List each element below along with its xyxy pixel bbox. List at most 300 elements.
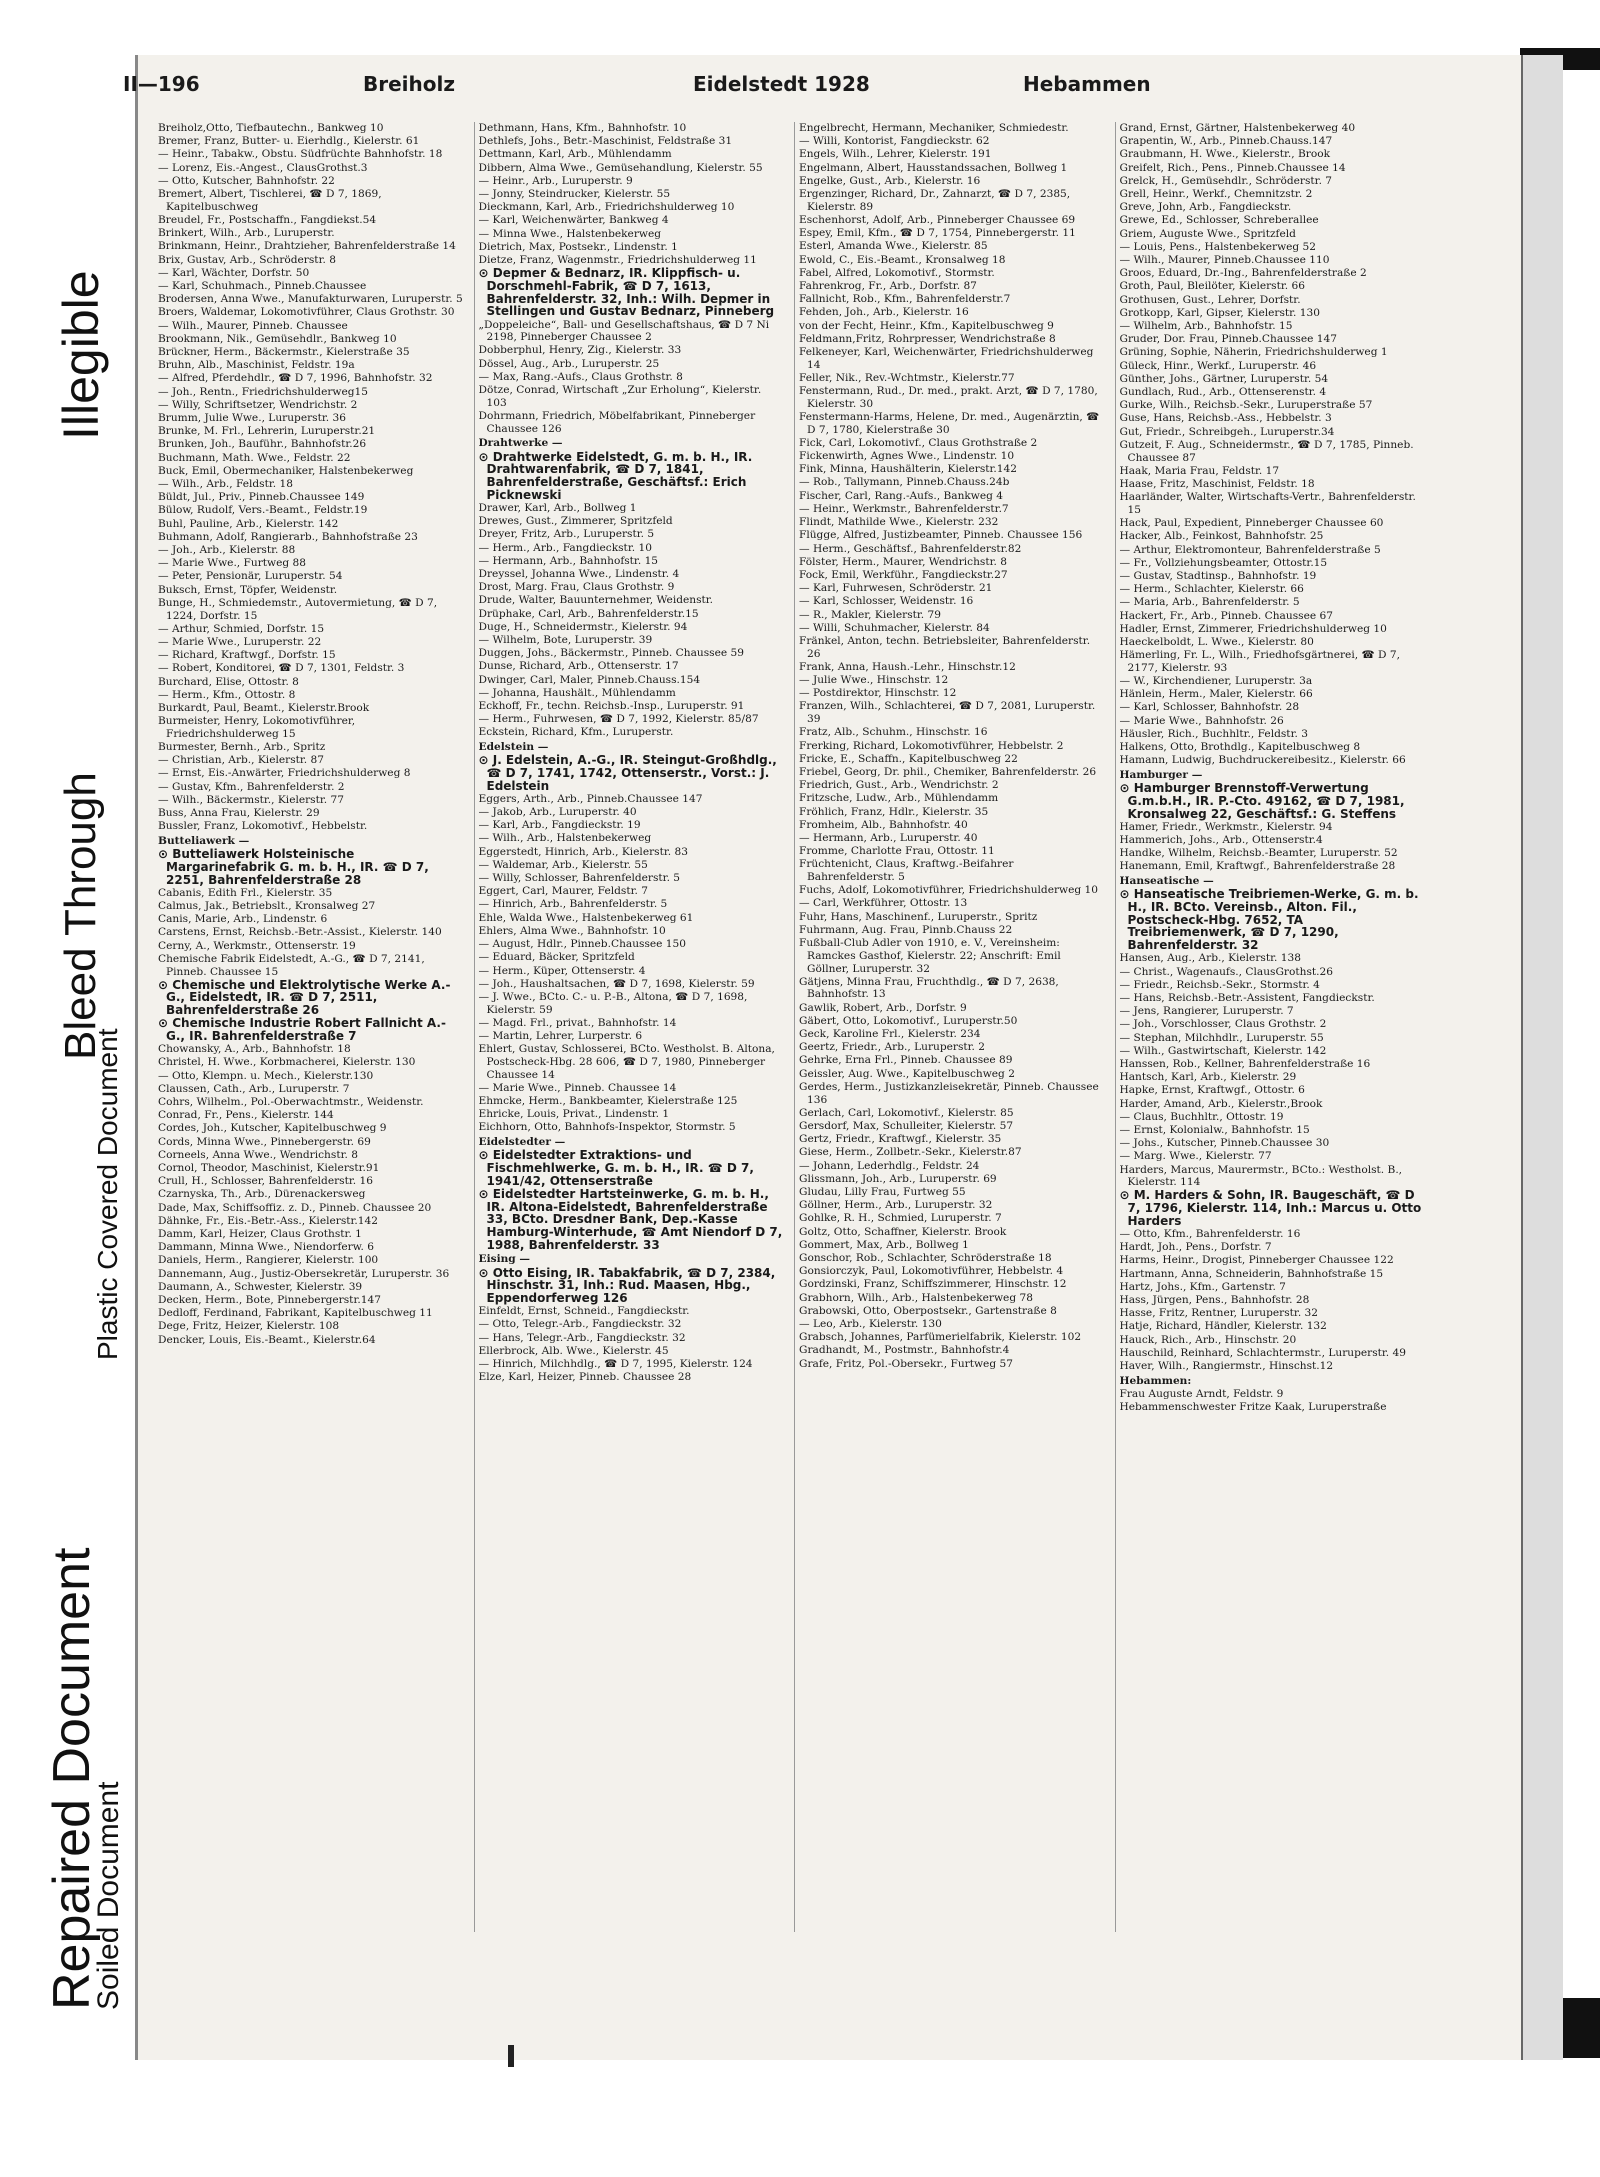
- directory-entry: Hanemann, Emil, Kraftwgf., Bahrenfelderstraße 28: [1119, 860, 1396, 873]
- directory-entry: — Otto, Klempn. u. Mech., Kielerstr.130: [158, 1069, 374, 1082]
- directory-entry: Drewes, Gust., Zimmerer, Spritzfeld: [478, 515, 673, 528]
- directory-entry: Gertz, Friedr., Kraftwgf., Kielerstr. 35: [799, 1133, 1002, 1146]
- directory-entry: Engelmann, Albert, Hausstandssachen, Bollweg 1: [799, 161, 1068, 174]
- directory-entry: Franzen, Wilh., Schlachterei, ☎ D 7, 2081, Luruperstr. 39: [799, 700, 1096, 726]
- directory-entry: Butteliawerk —: [158, 834, 250, 847]
- directory-entry: Dähnke, Fr., Eis.-Betr.-Ass., Kielerstr.142: [158, 1214, 378, 1227]
- directory-entry: — Hans, Telegr.-Arb., Fangdieckstr. 32: [478, 1331, 686, 1344]
- directory-entry: — Marie Wwe., Bahnhofstr. 26: [1119, 714, 1284, 727]
- directory-entry: Fabel, Alfred, Lokomotivf., Stormstr.: [799, 266, 995, 279]
- directory-entry: Eckhoff, Fr., techn. Reichsb.-Insp., Luruperstr. 91: [478, 699, 745, 712]
- directory-entry: Fußball-Club Adler von 1910, e. V., Vereinsheim: Ramckes Gasthof, Kielerstr. 22; Anschrift: Emil Göllner, Luruperstr. 32: [799, 937, 1061, 975]
- directory-entry: Eggers, Arth., Arb., Pinneb.Chaussee 147: [478, 792, 703, 805]
- directory-entry: — Joh., Rentn., Friedrichshulderweg15: [158, 385, 369, 398]
- directory-entry: Einfeldt, Ernst, Schneid., Fangdieckstr.: [478, 1305, 690, 1318]
- directory-entry: — Hermann, Arb., Luruperstr. 40: [799, 831, 978, 844]
- directory-entry: — Louis, Pens., Halstenbekerweg 52: [1119, 240, 1317, 253]
- directory-entry: Ewold, C., Eis.-Beamt., Kronsalweg 18: [799, 253, 1006, 266]
- directory-entry: — Max, Rang.-Aufs., Claus Grothstr. 8: [478, 370, 683, 383]
- directory-entry: — Minna Wwe., Halstenbekerweg: [478, 227, 662, 240]
- directory-entry: Hauck, Rich., Arb., Hinschstr. 20: [1119, 1333, 1297, 1346]
- directory-entry: Griem, Auguste Wwe., Spritzfeld: [1119, 227, 1296, 240]
- directory-entry: Brückner, Herm., Bäckermstr., Kielerstraße 35: [158, 345, 410, 358]
- directory-entry: Frau Auguste Arndt, Feldstr. 9: [1119, 1388, 1284, 1400]
- directory-entry: — Gustav, Kfm., Bahrenfelderstr. 2: [158, 780, 345, 793]
- directory-entry: Hasse, Fritz, Rentner, Luruperstr. 32: [1119, 1307, 1319, 1320]
- directory-entry: Carstens, Ernst, Reichsb.-Betr.-Assist., Kielerstr. 140: [158, 926, 442, 939]
- directory-entry: Grabsch, Johannes, Parfümerielfabrik, Kielerstr. 102: [799, 1331, 1082, 1344]
- directory-entry: Hardt, Joh., Pens., Dorfstr. 7: [1119, 1241, 1272, 1254]
- directory-entry: — Waldemar, Arb., Kielerstr. 55: [478, 858, 648, 871]
- directory-entry: ⊙ Chemische und Elektrolytische Werke A.-G., Eidelstedt, IR. ☎ D 7, 2511, Bahrenfelderstraße 26: [158, 977, 451, 1018]
- directory-entry: Grapentin, W., Arb., Pinneb.Chauss.147: [1119, 135, 1333, 148]
- directory-entry: Brinkert, Wilh., Arb., Luruperstr.: [158, 227, 335, 240]
- directory-entry: ⊙ M. Harders & Sohn, IR. Baugeschäft, ☎ D 7, 1796, Kielerstr. 114, Inh.: Marcus u. Otto Harders: [1119, 1188, 1422, 1228]
- directory-entry: — Herm., Kfm., Ottostr. 8: [158, 688, 296, 701]
- directory-entry: Elze, Karl, Heizer, Pinneb. Chaussee 28: [478, 1371, 692, 1384]
- directory-entry: — Peter, Pensionär, Luruperstr. 54: [158, 570, 343, 583]
- directory-entry: Handke, Wilhelm, Reichsb.-Beamter, Luruperstr. 52: [1119, 847, 1398, 860]
- directory-entry: Felkeneyer, Karl, Weichenwärter, Friedrichshulderweg 14: [799, 345, 1094, 371]
- directory-entry: Frerking, Richard, Lokomotivführer, Hebbelstr. 2: [799, 739, 1064, 752]
- directory-entry: — W., Kirchendiener, Luruperstr. 3a: [1119, 675, 1313, 688]
- directory-entry: Ehmcke, Herm., Bankbeamter, Kielerstraße 125: [478, 1095, 738, 1108]
- directory-entry: — Otto, Kutscher, Bahnhofstr. 22: [158, 174, 335, 187]
- directory-entry: Hebammen:: [1119, 1374, 1192, 1387]
- directory-entry: — Carl, Werkführer, Ottostr. 13: [799, 897, 968, 910]
- directory-entry: Cornol, Theodor, Maschinist, Kielerstr.91: [158, 1162, 380, 1175]
- directory-entry: — Hinrich, Milchhdlg., ☎ D 7, 1995, Kielerstr. 124: [478, 1358, 753, 1371]
- directory-entry: Hanseatische —: [1119, 875, 1214, 888]
- column-4: [1115, 122, 1426, 1932]
- directory-entry: Fritzsche, Ludw., Arb., Mühlendamm: [799, 792, 999, 805]
- directory-entry: — Rob., Tallymann, Pinneb.Chauss.24b: [799, 476, 1010, 489]
- directory-entry: — Claus, Buchhltr., Ottostr. 19: [1119, 1110, 1284, 1123]
- directory-entry: Dwinger, Carl, Maler, Pinneb.Chauss.154: [478, 673, 701, 686]
- directory-entry: Hänlein, Herm., Maler, Kielerstr. 66: [1119, 688, 1313, 701]
- directory-entry: Feldmann,Fritz, Rohrpresser, Wendrichstraße 8: [799, 332, 1056, 345]
- directory-entry: Ehlert, Gustav, Schlosserei, BCto. Westholst. B. Altona, Postscheck-Hbg. 28 606, ☎ D 7, 1980, Pinneberger Chaussee 14: [478, 1043, 775, 1081]
- directory-entry: Gawlik, Robert, Arb., Dorfstr. 9: [799, 1001, 967, 1014]
- directory-entry: Burmeister, Henry, Lokomotivführer, Friedrichshulderweg 15: [158, 715, 356, 740]
- directory-entry: Bussler, Franz, Lokomotivf., Hebbelstr.: [158, 820, 368, 833]
- directory-entry: Brodersen, Anna Wwe., Manufakturwaren, Luruperstr. 5: [158, 293, 463, 306]
- directory-entry: ⊙ Hanseatische Treibriemen-Werke, G. m. b. H., IR. BCto. Vereinsb., Alton. Fil., Postscheck-Hbg. 7652, TA Treibriemenwerk, ☎ D 7, 1290, Bahrenfelderstr. 32: [1119, 887, 1419, 953]
- directory-entry: — Robert, Konditorei, ☎ D 7, 1301, Feldstr. 3: [158, 662, 405, 675]
- directory-entry: Burmester, Bernh., Arb., Spritz: [158, 741, 326, 754]
- directory-entry: Büldt, Jul., Priv., Pinneb.Chaussee 149: [158, 491, 365, 504]
- directory-entry: — Hermann, Arb., Bahnhofstr. 15: [478, 554, 659, 567]
- directory-entry: — Herm., Schlachter, Kielerstr. 66: [1119, 583, 1304, 596]
- directory-entry: — Karl, Arb., Fangdieckstr. 19: [478, 819, 641, 832]
- directory-entry: — Hans, Reichsb.-Betr.-Assistent, Fangdieckstr.: [1119, 991, 1375, 1004]
- directory-entry: Güleck, Hinr., Werkf., Luruperstr. 46: [1119, 359, 1317, 372]
- directory-entry: Guse, Hans, Reichsb.-Ass., Hebbelstr. 3: [1119, 412, 1332, 425]
- header-left-word: Breiholz: [363, 72, 456, 96]
- directory-entry: von der Fecht, Heinr., Kfm., Kapitelbuschweg 9: [799, 319, 1054, 332]
- directory-entry: Buhmann, Adolf, Rangierarb., Bahnhofstraße 23: [158, 530, 418, 543]
- directory-entry: — Heinr., Arb., Luruperstr. 9: [478, 174, 633, 187]
- directory-entry: Haak, Maria Frau, Feldstr. 17: [1119, 464, 1280, 477]
- directory-entry: Duge, H., Schneidermstr., Kielerstr. 94: [478, 620, 688, 633]
- directory-entry: Graubmann, H. Wwe., Kielerstr., Brook: [1119, 148, 1331, 161]
- directory-entry: — Friedr., Reichsb.-Sekr., Stormstr. 4: [1119, 978, 1320, 991]
- directory-entry: — Wilh., Arb., Halstenbekerweg: [478, 832, 652, 845]
- directory-entry: Ehlers, Alma Wwe., Bahnhofstr. 10: [478, 924, 666, 937]
- directory-entry: Friebel, Georg, Dr. phil., Chemiker, Bahrenfelderstr. 26: [799, 765, 1097, 778]
- directory-entry: — R., Makler, Kielerstr. 79: [799, 608, 942, 621]
- directory-entry: Drawer, Karl, Arb., Bollweg 1: [478, 501, 637, 514]
- directory-entry: Eckstein, Richard, Kfm., Luruperstr.: [478, 726, 674, 739]
- directory-entry: — Wilhelm, Arb., Bahnhofstr. 15: [1119, 320, 1293, 333]
- directory-entry: Brunke, M. Frl., Lehrerin, Luruperstr.21: [158, 425, 376, 438]
- directory-entry: Fick, Carl, Lokomotivf., Claus Grothstraße 2: [799, 436, 1038, 449]
- directory-entry: — Heinr., Tabakw., Obstu. Südfrüchte Bahnhofstr. 18: [158, 148, 443, 161]
- directory-entry: Dobberphul, Henry, Zig., Kielerstr. 33: [478, 344, 682, 357]
- directory-entry: Bülow, Rudolf, Vers.-Beamt., Feldstr.19: [158, 504, 368, 517]
- directory-entry: Grand, Ernst, Gärtner, Halstenbekerweg 40: [1119, 122, 1356, 134]
- directory-entry: Bunge, H., Schmiedemstr., Autovermietung, ☎ D 7, 1224, Dorfstr. 15: [158, 596, 438, 622]
- directory-entry: Brix, Gustav, Arb., Schröderstr. 8: [158, 253, 336, 266]
- directory-entry: Gradhandt, M., Postmstr., Bahnhofstr.4: [799, 1344, 1010, 1357]
- directory-entry: Hamburger —: [1119, 768, 1203, 781]
- directory-entry: Brunken, Joh., Bauführ., Bahnhofstr.26: [158, 438, 367, 451]
- directory-entry: Burkardt, Paul, Beamt., Kielerstr.Brook: [158, 701, 370, 714]
- directory-entry: „Doppeleiche“, Ball- und Gesellschaftshaus, ☎ D 7 Ni 2198, Pinneberger Chaussee 2: [478, 318, 770, 344]
- directory-entry: Gruder, Dor. Frau, Pinneb.Chaussee 147: [1119, 333, 1337, 346]
- directory-entry: Dade, Max, Schiffsoffiz. z. D., Pinneb. Chaussee 20: [158, 1201, 432, 1214]
- directory-entry: Buksch, Ernst, Töpfer, Weidenstr.: [158, 583, 338, 596]
- directory-entry: Haeckelboldt, L. Wwe., Kielerstr. 80: [1119, 635, 1314, 648]
- directory-entry: Hämerling, Fr. L., Wilh., Friedhofsgärtnerei, ☎ D 7, 2177, Kielerstr. 93: [1119, 649, 1400, 674]
- directory-entry: ⊙ Eidelstedter Extraktions- und Fischmehlwerke, G. m. b. H., IR. ☎ D 7, 1941/42, Ottenserstraße: [478, 1148, 754, 1188]
- directory-entry: Esterl, Amanda Wwe., Kielerstr. 85: [799, 240, 988, 253]
- directory-entry: ⊙ J. Edelstein, A.-G., IR. Steingut-Großhdlg., ☎ D 7, 1741, 1742, Ottenserstr., Vorst.: J. Edelstein: [478, 753, 777, 793]
- directory-entry: Dammann, Minna Wwe., Niendorferw. 6: [158, 1241, 375, 1254]
- directory-entry: — Willi, Schuhmacher, Kielerstr. 84: [799, 621, 990, 634]
- header-right-word: Hebammen: [1023, 72, 1151, 96]
- directory-entry: — Joh., Arb., Kielerstr. 88: [158, 544, 296, 556]
- directory-entry: Fromheim, Alb., Bahnhofstr. 40: [799, 818, 968, 831]
- label-bleed-through: Bleed Through: [56, 772, 105, 1060]
- directory-entry: Geertz, Friedr., Arb., Luruperstr. 2: [799, 1041, 986, 1054]
- directory-entry: Daniels, Herm., Rangierer, Kielerstr. 100: [158, 1254, 379, 1267]
- directory-entry: — Marie Wwe., Luruperstr. 22: [158, 635, 322, 648]
- directory-entry: Daumann, A., Schwester, Kielerstr. 39: [158, 1280, 363, 1293]
- directory-entry: Fuchs, Adolf, Lokomotivführer, Friedrichshulderweg 10: [799, 884, 1098, 897]
- directory-entry: Eggert, Carl, Maurer, Feldstr. 7: [478, 885, 648, 898]
- directory-entry: — Richard, Kraftwgf., Dorfstr. 15: [158, 649, 336, 662]
- directory-entry: Grabowski, Otto, Oberpostsekr., Gartenstraße 8: [799, 1304, 1057, 1317]
- directory-entry: — Wilh., Maurer, Pinneb. Chaussee: [158, 319, 348, 332]
- directory-entry: Espey, Emil, Kfm., ☎ D 7, 1754, Pinnebergerstr. 11: [799, 227, 1076, 240]
- directory-entry: Brookmann, Nik., Gemüsehdlr., Bankweg 10: [158, 332, 397, 345]
- directory-entry: — Karl, Schlosser, Weidenstr. 16: [799, 595, 974, 608]
- directory-entry: Gludau, Lilly Frau, Furtweg 55: [799, 1185, 966, 1198]
- directory-entry: — Ernst, Kolonialw., Bahnhofstr. 15: [1119, 1123, 1310, 1136]
- directory-entry: — Willy, Schlosser, Bahrenfelderstr. 5: [478, 872, 681, 885]
- directory-columns: [158, 122, 1425, 1932]
- directory-entry: — Jens, Rangierer, Luruperstr. 7: [1119, 1005, 1294, 1018]
- directory-entry: Gutzeit, F. Aug., Schneidermstr., ☎ D 7, 1785, Pinneb. Chaussee 87: [1119, 438, 1414, 464]
- directory-entry: Dötze, Conrad, Wirtschaft „Zur Erholung“, Kielerstr. 103: [478, 384, 762, 409]
- directory-entry: Cabanis, Edith Frl., Kielerstr. 35: [158, 886, 333, 899]
- directory-entry: Flindt, Mathilde Wwe., Kielerstr. 232: [799, 516, 999, 529]
- directory-entry: Breiholz,Otto, Tiefbautechn., Bankweg 10: [158, 122, 384, 134]
- directory-entry: Groos, Eduard, Dr.-Ing., Bahrenfelderstraße 2: [1119, 267, 1367, 280]
- directory-entry: Damm, Karl, Heizer, Claus Grothstr. 1: [158, 1228, 362, 1241]
- directory-entry: Crull, H., Schlosser, Bahrenfelderstr. 16: [158, 1175, 373, 1188]
- directory-entry: — Wilhelm, Bote, Luruperstr. 39: [478, 633, 653, 646]
- directory-entry: — Otto, Kfm., Bahrenfelderstr. 16: [1119, 1228, 1301, 1241]
- directory-entry: Decken, Herm., Bote, Pinnebergerstr.147: [158, 1294, 381, 1307]
- directory-entry: Ellerbrock, Alb. Wwe., Kielerstr. 45: [478, 1344, 669, 1357]
- directory-entry: Dencker, Louis, Eis.-Beamt., Kielerstr.64: [158, 1333, 376, 1346]
- directory-entry: — Johanna, Haushält., Mühlendamm: [478, 686, 676, 699]
- directory-entry: Conrad, Fr., Pens., Kielerstr. 144: [158, 1109, 334, 1122]
- directory-entry: Glissmann, Joh., Arb., Luruperstr. 69: [799, 1172, 997, 1185]
- directory-entry: — Herm., Arb., Fangdieckstr. 10: [478, 541, 652, 554]
- directory-entry: Dreyssel, Johanna Wwe., Lindenstr. 4: [478, 567, 680, 580]
- directory-entry: — Gustav, Stadtinsp., Bahnhofstr. 19: [1119, 569, 1317, 582]
- directory-entry: — Postdirektor, Hinschstr. 12: [799, 687, 957, 700]
- directory-entry: Corneels, Anna Wwe., Wendrichstr. 8: [158, 1148, 358, 1161]
- directory-entry: Gerlach, Carl, Lokomotivf., Kielerstr. 85: [799, 1106, 1014, 1119]
- directory-entry: Gehrke, Erna Frl., Pinneb. Chaussee 89: [799, 1054, 1013, 1067]
- directory-entry: Fenstermann-Harms, Helene, Dr. med., Augenärztin, ☎ D 7, 1780, Kielerstraße 30: [799, 410, 1100, 436]
- directory-entry: Eschenhorst, Adolf, Arb., Pinneberger Chaussee 69: [799, 213, 1076, 226]
- directory-entry: Feller, Nik., Rev.-Wchtmstr., Kielerstr.77: [799, 371, 1015, 384]
- directory-entry: Fratz, Alb., Schuhm., Hinschstr. 16: [799, 726, 988, 739]
- directory-entry: Fallnicht, Rob., Kfm., Bahrenfelderstr.7: [799, 293, 1011, 306]
- directory-entry: Göllner, Herm., Arb., Luruperstr. 32: [799, 1199, 993, 1212]
- directory-entry: Dethmann, Hans, Kfm., Bahnhofstr. 10: [478, 122, 687, 134]
- directory-entry: Fenstermann, Rud., Dr. med., prakt. Arzt, ☎ D 7, 1780, Kielerstr. 30: [799, 385, 1098, 410]
- directory-entry: Canis, Marie, Arb., Lindenstr. 6: [158, 913, 328, 926]
- directory-entry: Fehden, Joh., Arb., Kielerstr. 16: [799, 306, 969, 319]
- directory-entry: Hammerich, Johs., Arb., Ottenserstr.4: [1119, 833, 1323, 846]
- directory-entry: Eichhorn, Otto, Bahnhofs-Inspektor, Stormstr. 5: [478, 1121, 736, 1134]
- directory-entry: Gäbert, Otto, Lokomotivf., Luruperstr.50: [799, 1014, 1018, 1027]
- directory-entry: — Leo, Arb., Kielerstr. 130: [799, 1317, 942, 1330]
- directory-entry: Hadler, Ernst, Zimmerer, Friedrichshulderweg 10: [1119, 622, 1387, 635]
- directory-entry: Hacker, Alb., Feinkost, Bahnhofstr. 25: [1119, 530, 1324, 543]
- directory-entry: Hanssen, Rob., Kellner, Bahrenfelderstraße 16: [1119, 1057, 1371, 1070]
- directory-entry: Gut, Friedr., Schreibgeh., Luruperstr.34: [1119, 425, 1335, 438]
- directory-entry: Greve, John, Arb., Fangdieckstr.: [1119, 201, 1292, 214]
- directory-entry: Burchard, Elise, Ottostr. 8: [158, 675, 299, 688]
- directory-entry: Hackert, Fr., Arb., Pinneb. Chaussee 67: [1119, 609, 1333, 622]
- directory-entry: Gohlke, R. H., Schmied, Luruperstr. 7: [799, 1212, 1002, 1225]
- directory-entry: Engelbrecht, Hermann, Mechaniker, Schmiedestr.: [799, 122, 1069, 134]
- directory-entry: Hatje, Richard, Händler, Kielerstr. 132: [1119, 1320, 1327, 1333]
- directory-entry: — Joh., Haushaltsachen, ☎ D 7, 1698, Kielerstr. 59: [478, 977, 755, 990]
- directory-entry: Fröhlich, Franz, Hdlr., Kielerstr. 35: [799, 805, 989, 818]
- label-soiled: Soiled Document: [92, 1781, 125, 2010]
- directory-entry: Harders, Marcus, Maurermstr., BCto.: Westholst. B., Kielerstr. 114: [1119, 1163, 1403, 1189]
- directory-entry: Giese, Herm., Zollbetr.-Sekr., Kielerstr.87: [799, 1146, 1022, 1159]
- directory-entry: Brinkmann, Heinr., Drahtzieher, Bahrenfelderstraße 14: [158, 240, 456, 253]
- directory-entry: Bremer, Franz, Butter- u. Eierhdlg., Kielerstr. 61: [158, 135, 420, 148]
- directory-entry: — Eduard, Bäcker, Spritzfeld: [478, 951, 635, 964]
- directory-entry: Dannemann, Aug., Justiz-Obersekretär, Luruperstr. 36: [158, 1267, 450, 1280]
- directory-entry: Hartz, Johs., Kfm., Gartenstr. 7: [1119, 1280, 1286, 1293]
- directory-entry: Calmus, Jak., Betriebslt., Kronsalweg 27: [158, 899, 376, 912]
- directory-entry: Gommert, Max, Arb., Bollweg 1: [799, 1238, 969, 1251]
- directory-entry: — Karl, Wächter, Dorfstr. 50: [158, 266, 310, 279]
- directory-entry: — Marie Wwe., Pinneb. Chaussee 14: [478, 1081, 677, 1094]
- directory-entry: Hebammenschwester Fritze Kaak, Luruperstraße: [1119, 1401, 1387, 1414]
- directory-entry: Christel, H. Wwe., Korbmacherei, Kielerstr. 130: [158, 1056, 416, 1069]
- directory-entry: Grabhorn, Wilh., Arb., Halstenbekerweg 78: [799, 1291, 1033, 1304]
- directory-entry: Cordes, Joh., Kutscher, Kapitelbuschweg 9: [158, 1122, 387, 1135]
- directory-entry: Bremert, Albert, Tischlerei, ☎ D 7, 1869, Kapitelbuschweg: [158, 188, 382, 213]
- directory-entry: Flügge, Alfred, Justizbeamter, Pinneb. Chaussee 156: [799, 529, 1083, 542]
- directory-entry: Dunse, Richard, Arb., Ottenserstr. 17: [478, 660, 679, 673]
- directory-entry: ⊙ Otto Eising, IR. Tabakfabrik, ☎ D 7, 2384, Hinschstr. 31, Inh.: Rud. Maasen, Hbg., Eppendorferweg 126: [478, 1265, 776, 1306]
- directory-entry: Grelck, H., Gemüsehdlr., Schröderstr. 7: [1119, 174, 1333, 187]
- directory-entry: Fuhr, Hans, Maschinenf., Luruperstr., Spritz: [799, 910, 1038, 923]
- directory-entry: Dettmann, Karl, Arb., Mühlendamm: [478, 148, 672, 161]
- label-repaired: Repaired Document: [43, 1547, 101, 2010]
- directory-entry: Gersdorf, Max, Schulleiter, Kielerstr. 57: [799, 1119, 1014, 1132]
- directory-entry: Früchtenicht, Claus, Kraftwg.-Beifahrer Bahrenfelderstr. 5: [799, 858, 1014, 884]
- directory-entry: Drüphake, Carl, Arb., Bahrenfelderstr.15: [478, 607, 699, 620]
- directory-entry: Ehricke, Louis, Privat., Lindenstr. 1: [478, 1108, 670, 1121]
- header-center-title: Eidelstedt 1928: [693, 72, 870, 96]
- directory-entry: — Willi, Kontorist, Fangdieckstr. 62: [799, 135, 990, 148]
- directory-entry: Edelstein —: [478, 741, 549, 754]
- directory-entry: Haarländer, Walter, Wirtschafts-Vertr., Bahrenfelderstr. 15: [1119, 491, 1416, 516]
- directory-entry: Grotkopp, Karl, Gipser, Kielerstr. 130: [1119, 306, 1320, 319]
- directory-entry: — Karl, Fuhrwesen, Schröderstr. 21: [799, 582, 993, 595]
- directory-entry: Fickenwirth, Agnes Wwe., Lindenstr. 10: [799, 450, 1015, 463]
- directory-entry: Friedrich, Gust., Arb., Wendrichstr. 2: [799, 779, 999, 792]
- directory-entry: Hass, Jürgen, Pens., Bahnhofstr. 28: [1119, 1294, 1310, 1307]
- directory-entry: Hapke, Ernst, Kraftwgf., Ottostr. 6: [1119, 1084, 1305, 1097]
- directory-entry: Günther, Johs., Gärtner, Luruperstr. 54: [1119, 372, 1329, 385]
- scan-artifact-mark: [508, 2045, 514, 2067]
- directory-entry: — Karl, Schuhmach., Pinneb.Chaussee: [158, 279, 367, 292]
- directory-entry: — Marg. Wwe., Kielerstr. 77: [1119, 1150, 1272, 1163]
- directory-entry: — Herm., Geschäftsf., Bahrenfelderstr.82: [799, 542, 1022, 555]
- directory-entry: Dege, Fritz, Heizer, Kielerstr. 108: [158, 1320, 340, 1333]
- directory-entry: Geck, Karoline Frl., Kielerstr. 234: [799, 1028, 981, 1041]
- directory-entry: Buck, Emil, Obermechaniker, Halstenbekerweg: [158, 464, 414, 477]
- directory-entry: — Joh., Vorschlosser, Claus Grothstr. 2: [1119, 1018, 1327, 1031]
- directory-entry: — Maria, Arb., Bahrenfelderstr. 5: [1119, 596, 1300, 609]
- directory-entry: — Jakob, Arb., Luruperstr. 40: [478, 806, 637, 819]
- column-1: [158, 122, 464, 1932]
- label-plastic-covered: Plastic Covered Document: [92, 1028, 123, 1360]
- directory-entry: Chemische Fabrik Eidelstedt, A.-G., ☎ D 7, 2141, Pinneb. Chaussee 15: [158, 952, 425, 978]
- directory-entry: Fromme, Charlotte Frau, Ottostr. 11: [799, 845, 995, 858]
- directory-entry: Ehle, Walda Wwe., Halstenbekerweg 61: [478, 911, 694, 924]
- directory-entry: Chowansky, A., Arb., Bahnhofstr. 18: [158, 1043, 351, 1056]
- directory-entry: Häusler, Rich., Buchhltr., Feldstr. 3: [1119, 727, 1308, 740]
- directory-entry: Fricke, E., Schaffn., Kapitelbuschweg 22: [799, 752, 1018, 765]
- directory-entry: Hack, Paul, Expedient, Pinneberger Chaussee 60: [1119, 517, 1384, 530]
- directory-entry: Claussen, Cath., Arb., Luruperstr. 7: [158, 1082, 350, 1095]
- directory-entry: — Heinr., Werkmstr., Bahrenfelderstr.7: [799, 502, 1009, 515]
- directory-entry: — Wilh., Maurer, Pinneb.Chaussee 110: [1119, 254, 1330, 267]
- directory-entry: — Marie Wwe., Furtweg 88: [158, 557, 307, 570]
- directory-entry: Dietze, Franz, Wagenmstr., Friedrichshulderweg 11: [478, 254, 757, 267]
- directory-entry: Geissler, Aug. Wwe., Kapitelbuschweg 2: [799, 1067, 1015, 1080]
- directory-entry: — Arthur, Elektromonteur, Bahrenfelderstraße 5: [1119, 543, 1381, 556]
- page-header: [123, 72, 1223, 112]
- directory-entry: ⊙ Depmer & Bednarz, IR. Klippfisch- u. Dorschmehl-Fabrik, ☎ D 7, 1613, Bahrenfelderstr. 32, Inh.: Wilh. Depmer in Stellingen und Gustav Bednarz, Pinneberg: [478, 266, 775, 319]
- directory-entry: Buchmann, Math. Wwe., Feldstr. 22: [158, 451, 351, 464]
- directory-entry: Cords, Minna Wwe., Pinnebergerstr. 69: [158, 1135, 371, 1148]
- directory-entry: Fuhrmann, Aug. Frau, Pinnb.Chauss 22: [799, 923, 1013, 936]
- directory-page: [123, 55, 1523, 2060]
- label-illegible: Illegible: [53, 270, 109, 440]
- directory-entry: — Johann, Lederhdlg., Feldstr. 24: [799, 1159, 980, 1172]
- directory-entry: Hauschild, Reinhard, Schlachtermstr., Luruperstr. 49: [1119, 1346, 1407, 1359]
- directory-entry: Engelke, Gust., Arb., Kielerstr. 16: [799, 174, 981, 187]
- directory-entry: — Fr., Vollziehungsbeamter, Ottostr.15: [1119, 556, 1328, 569]
- directory-entry: Dieckmann, Karl, Arb., Friedrichshulderweg 10: [478, 201, 735, 214]
- directory-entry: Gätjens, Minna Frau, Fruchthdlg., ☎ D 7, 2638, Bahnhofstr. 13: [799, 975, 1059, 1001]
- directory-entry: Grothusen, Gust., Lehrer, Dorfstr.: [1119, 293, 1301, 306]
- directory-entry: Groth, Paul, Bleilöter, Kielerstr. 66: [1119, 280, 1305, 293]
- directory-entry: Dietrich, Max, Postsekr., Lindenstr. 1: [478, 240, 678, 253]
- directory-entry: — Wilh., Arb., Feldstr. 18: [158, 477, 293, 490]
- scan-side-labels: [0, 0, 130, 2070]
- directory-entry: Engels, Wilh., Lehrer, Kielerstr. 191: [799, 148, 992, 161]
- directory-entry: Hamer, Friedr., Werkmstr., Kielerstr. 94: [1119, 820, 1333, 833]
- directory-entry: Buss, Anna Frau, Kielerstr. 29: [158, 807, 320, 820]
- directory-entry: Hansen, Aug., Arb., Kielerstr. 138: [1119, 952, 1301, 965]
- directory-entry: Fischer, Carl, Rang.-Aufs., Bankweg 4: [799, 489, 1004, 502]
- directory-entry: — Jonny, Steindrucker, Kielerstr. 55: [478, 188, 671, 201]
- directory-entry: Drude, Walter, Bauunternehmer, Weidenstr.: [478, 594, 714, 607]
- directory-entry: Czarnyska, Th., Arb., Dürenackersweg: [158, 1188, 366, 1201]
- directory-entry: ⊙ Chemische Industrie Robert Fallnicht A.-G., IR. Bahrenfelderstraße 7: [158, 1016, 446, 1044]
- directory-entry: Fock, Emil, Werkführ., Fangdieckstr.27: [799, 568, 1008, 581]
- directory-entry: Gonsiorczyk, Paul, Lokomotivführer, Hebbelstr. 4: [799, 1265, 1064, 1278]
- directory-entry: — Alfred, Pferdehdlr., ☎ D 7, 1996, Bahnhofstr. 32: [158, 372, 433, 385]
- directory-entry: Fahrenkrog, Fr., Arb., Dorfstr. 87: [799, 279, 977, 292]
- directory-entry: — Magd. Frl., privat., Bahnhofstr. 14: [478, 1016, 677, 1029]
- directory-entry: — Johs., Kutscher, Pinneb.Chaussee 30: [1119, 1137, 1330, 1150]
- directory-entry: — Hinrich, Arb., Bahrenfelderstr. 5: [478, 898, 668, 911]
- directory-entry: Buhl, Pauline, Arb., Kielerstr. 142: [158, 517, 339, 530]
- directory-entry: — Herm., Küper, Ottenserstr. 4: [478, 964, 646, 977]
- directory-entry: ⊙ Butteliawerk Holsteinische Margarinefabrik G. m. b. H., IR. ☎ D 7, 2251, Bahrenfelderstraße 28: [158, 847, 429, 887]
- directory-entry: Hartmann, Anna, Schneiderin, Bahnhofstraße 15: [1119, 1267, 1384, 1280]
- directory-entry: — Karl, Weichenwärter, Bankweg 4: [478, 214, 669, 227]
- directory-entry: Dreyer, Fritz, Arb., Luruperstr. 5: [478, 528, 655, 541]
- directory-entry: Fränkel, Anton, techn. Betriebsleiter, Bahrenfelderstr. 26: [799, 634, 1091, 660]
- directory-entry: Cerny, A., Werkmstr., Ottenserstr. 19: [158, 939, 356, 952]
- column-3: [794, 122, 1105, 1932]
- directory-entry: Grell, Heinr., Werkf., Chemnitzstr. 2: [1119, 188, 1313, 201]
- directory-entry: Halkens, Otto, Brothdlg., Kapitelbuschweg 8: [1119, 741, 1361, 754]
- directory-entry: — Wilh., Bäckermstr., Kielerstr. 77: [158, 793, 344, 806]
- directory-entry: — Ernst, Eis.-Anwärter, Friedrichshulderweg 8: [158, 767, 411, 780]
- directory-entry: Dössel, Aug., Arb., Luruperstr. 25: [478, 357, 660, 370]
- directory-entry: Haase, Fritz, Maschinist, Feldstr. 18: [1119, 477, 1315, 490]
- directory-entry: Goltz, Otto, Schaffner, Kielerstr. Brook: [799, 1225, 1007, 1238]
- directory-entry: — Martin, Lehrer, Lurperstr. 6: [478, 1030, 643, 1043]
- directory-entry: Gonschor, Rob., Schlachter, Schröderstraße 18: [799, 1251, 1052, 1264]
- directory-entry: Gordzinski, Franz, Schiffszimmerer, Hinschstr. 12: [799, 1278, 1067, 1291]
- directory-entry: Dohrmann, Friedrich, Möbelfabrikant, Pinneberger Chaussee 126: [478, 409, 756, 435]
- directory-entry: Eidelstedter —: [478, 1136, 566, 1149]
- directory-entry: — Christ., Wagenaufs., ClausGrothst.26: [1119, 965, 1333, 978]
